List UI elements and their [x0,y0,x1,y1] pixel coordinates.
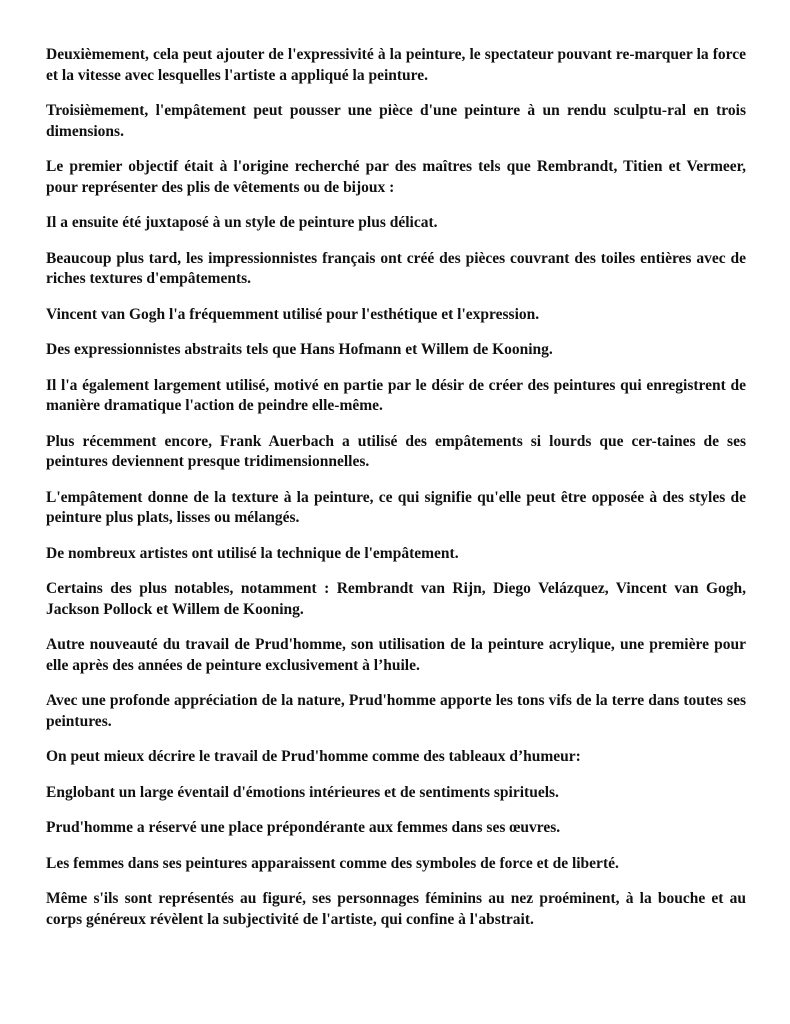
paragraph: Même s'ils sont représentés au figuré, ses personnages féminins au nez proéminent, à la bouche et au corps généreux révèlent la subjectivité de l'artiste, qui confine à l'abstrait. [46,890,746,928]
paragraph: Il l'a également largement utilisé, motivé en partie par le désir de créer des peintures qui enregistrent de manière dramatique l'action de peindre elle-même. [46,376,746,414]
paragraph: Avec une profonde appréciation de la nature, Prud'homme apporte les tons vifs de la terre dans toutes ses peintures. [46,692,746,730]
paragraph: Certains des plus notables, notamment : Rembrandt van Rijn, Diego Velázquez, Vincent van Gogh, Jackson Pollock et Willem de Kooning. [46,580,746,618]
document-body [46,45,746,945]
paragraph: Des expressionnistes abstraits tels que Hans Hofmann et Willem de Kooning. [46,341,553,358]
paragraph: On peut mieux décrire le travail de Prud'homme comme des tableaux d’humeur: [46,748,581,765]
paragraph: De nombreux artistes ont utilisé la technique de l'empâtement. [46,544,459,562]
paragraph: Plus récemment encore, Frank Auerbach a utilisé des empâtements si lourds que cer-taines de ses peintures deviennent presque tridimensionnelles. [46,432,746,470]
paragraph: L'empâtement donne de la texture à la peinture, ce qui signifie qu'elle peut être opposée à des styles de peinture plus plats, lisses ou mélangés. [46,488,746,526]
paragraph: Autre nouveauté du travail de Prud'homme, son utilisation de la peinture acrylique, une première pour elle après des années de peinture exclusivement à l’huile. [46,636,746,674]
paragraph: Beaucoup plus tard, les impressionnistes français ont créé des pièces couvrant des toiles entières avec de riches textures d'empâtements. [46,249,746,287]
paragraph: Vincent van Gogh l'a fréquemment utilisé pour l'esthétique et l'expression. [46,305,540,323]
paragraph: Prud'homme a réservé une place prépondérante aux femmes dans ses œuvres. [46,819,561,836]
paragraph: Les femmes dans ses peintures apparaissent comme des symboles de force et de liberté. [46,854,619,872]
paragraph: Le premier objectif était à l'origine recherché par des maîtres tels que Rembrandt, Titien et Vermeer, pour représenter des plis de vêtements ou de bijoux : [46,158,746,196]
paragraph: Englobant un large éventail d'émotions intérieures et de sentiments spirituels. [46,783,559,801]
paragraph: Deuxièmement, cela peut ajouter de l'expressivité à la peinture, le spectateur pouvant re-marquer la force et la vitesse avec lesquelles l'artiste a appliqué la peinture. [46,46,746,84]
paragraph: Il a ensuite été juxtaposé à un style de peinture plus délicat. [46,214,438,231]
paragraph: Troisièmement, l'empâtement peut pousser une pièce d'une peinture à un rendu sculptu-ral en trois dimensions. [46,102,746,140]
